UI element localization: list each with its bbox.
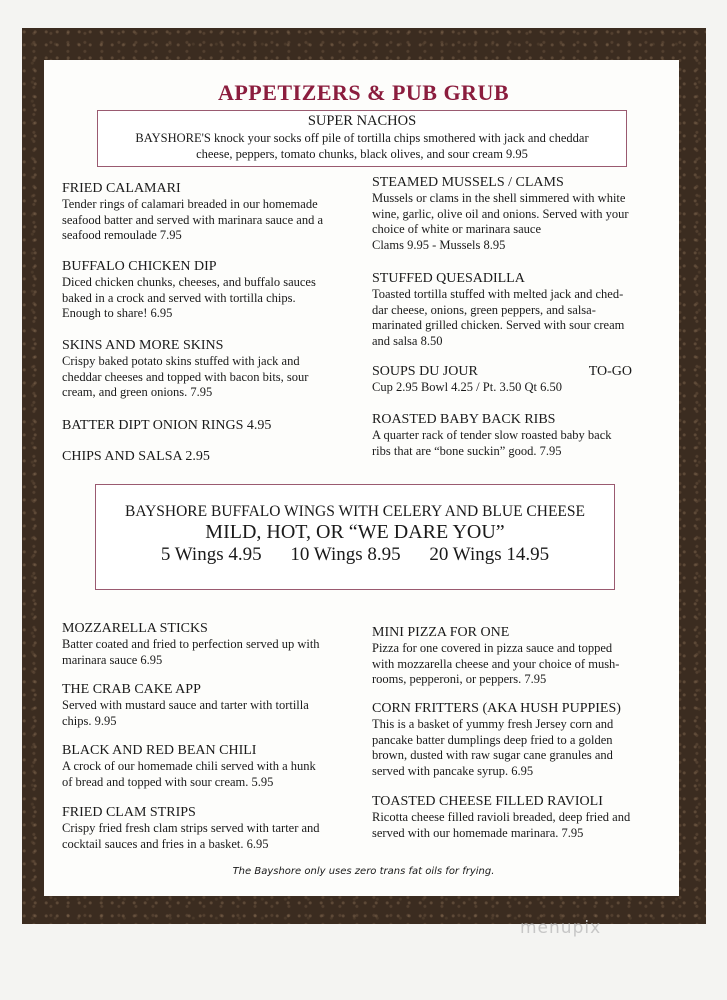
wings-price-10: 10 Wings 8.95: [290, 544, 401, 565]
menu-item-chips-salsa: [62, 448, 348, 465]
menu-item-bean-chili: [62, 742, 348, 790]
trans-fat-note: The Bayshore only uses zero trans fat oils for frying.: [232, 866, 495, 877]
menu-item-steamed-mussels: [372, 174, 658, 253]
menu-item-corn-fritters: [372, 700, 658, 779]
item-name: SOUPS DU JOUR: [372, 364, 478, 379]
menu-item-baby-back-ribs: [372, 411, 658, 459]
item-desc-line: choice of white or marinara sauce: [372, 222, 542, 236]
item-desc-line: and salsa 8.50: [372, 333, 443, 348]
menu-item-onion-rings: [62, 417, 348, 434]
menu-item-fried-clam-strips: [62, 804, 348, 852]
item-desc-line: seafood batter and served with marinara sauce and a: [62, 212, 323, 227]
item-name: FRIED CALAMARI: [62, 181, 181, 196]
item-name: THE CRAB CAKE APP: [62, 682, 201, 697]
item-desc-line: cream, and green onions. 7.95: [62, 385, 213, 399]
item-desc-line: This is a basket of yummy fresh Jersey corn and: [372, 717, 614, 731]
item-desc-line: Pizza for one covered in pizza sauce and topped: [372, 641, 613, 655]
item-name: ROASTED BABY BACK RIBS: [372, 412, 556, 427]
super-nachos-desc-line1: knock your socks off pile of tortilla chips smothered with jack and cheddar: [213, 131, 589, 145]
item-name: STEAMED MUSSELS / CLAMS: [372, 175, 564, 190]
buffalo-wings-box: [95, 484, 615, 590]
wings-price-5: 5 Wings 4.95: [160, 544, 262, 565]
item-desc-line: served with our homemade marinara. 7.95: [372, 825, 584, 840]
item-desc-line: Tender rings of calamari breaded in our homemade: [62, 197, 318, 211]
item-desc-line: cocktail sauces and fries in a basket. 6.95: [62, 836, 269, 851]
super-nachos-box: [97, 110, 627, 167]
menu-item-fried-calamari: [62, 180, 348, 244]
item-desc-line: wine, garlic, olive oil and onions. Served with your: [372, 206, 629, 221]
item-name: BLACK AND RED BEAN CHILI: [62, 743, 257, 758]
item-name: BUFFALO CHICKEN DIP: [62, 259, 217, 274]
menu-item-mini-pizza: [372, 624, 658, 688]
item-desc-line: served with pancake syrup. 6.95: [372, 763, 534, 778]
item-desc-line: A quarter rack of tender slow roasted baby back: [372, 428, 612, 442]
item-desc-line: Mussels or clams in the shell simmered with white: [372, 191, 626, 205]
super-nachos-desc-line2: cheese, peppers, tomato chunks, black olives, and sour cream 9.95: [196, 147, 528, 161]
soups-togo-label: TO-GO: [588, 364, 632, 379]
item-desc-line: Batter coated and fried to perfection served up with: [62, 637, 320, 651]
menu-title: APPETIZERS & PUB GRUB: [217, 80, 510, 105]
wings-heat-options: MILD, HOT, OR “WE DARE YOU”: [205, 521, 505, 543]
menupix-watermark: menupix: [520, 918, 602, 938]
item-name: MINI PIZZA FOR ONE: [372, 625, 510, 640]
item-name: STUFFED QUESADILLA: [372, 271, 525, 286]
item-desc-line: marinara sauce 6.95: [62, 652, 163, 667]
item-desc-line: A crock of our homemade chili served with a hunk: [62, 759, 316, 773]
menu-item-buffalo-chicken-dip: [62, 258, 348, 322]
item-desc-line: baked in a crock and served with tortilla chips.: [62, 290, 296, 305]
item-desc-line: dar cheese, onions, green peppers, and salsa-: [372, 302, 596, 317]
item-desc-line: marinated grilled chicken. Served with sour cream: [372, 318, 625, 332]
item-desc-line: Enough to share! 6.95: [62, 306, 173, 320]
super-nachos-brand: BAYSHORE'S: [135, 131, 211, 145]
item-desc-line: seafood remoulade 7.95: [62, 228, 182, 242]
item-desc-line: Crispy baked potato skins stuffed with jack and: [62, 354, 300, 368]
item-name: TOASTED CHEESE FILLED RAVIOLI: [372, 794, 603, 809]
item-desc-line: of bread and topped with sour cream. 5.95: [62, 774, 274, 789]
item-name: SKINS AND MORE SKINS: [62, 338, 224, 353]
item-name: CORN FRITTERS (AKA HUSH PUPPIES): [372, 701, 621, 716]
item-desc-line: brown, dusted with raw sugar cane granules and: [372, 748, 613, 762]
wings-prices: [96, 543, 614, 567]
item-desc-line: cheddar cheeses and topped with bacon bits, sour: [62, 369, 309, 384]
menu-item-soups: [372, 363, 652, 396]
super-nachos-name: SUPER NACHOS: [307, 113, 417, 129]
super-nachos-desc: [98, 130, 626, 162]
item-desc-line: ribs that are “bone suckin” good. 7.95: [372, 443, 562, 458]
menu-item-ravioli: [372, 793, 658, 841]
menu-item-skins: [62, 337, 348, 401]
item-name: MOZZARELLA STICKS: [62, 621, 208, 636]
item-desc-line: rooms, pepperoni, or peppers. 7.95: [372, 672, 547, 686]
item-desc-line: Clams 9.95 - Mussels 8.95: [372, 237, 506, 252]
item-desc-line: Diced chicken chunks, cheeses, and buffalo sauces: [62, 275, 316, 289]
item-desc-line: Toasted tortilla stuffed with melted jack and ched-: [372, 287, 624, 301]
menu-item-mozzarella-sticks: [62, 620, 348, 668]
wings-heading: BAYSHORE BUFFALO WINGS WITH CELERY AND BLUE CHEESE: [124, 503, 585, 520]
item-desc-line: Served with mustard sauce and tarter with tortilla: [62, 698, 309, 712]
item-name: FRIED CLAM STRIPS: [62, 805, 196, 820]
item-desc-line: chips. 9.95: [62, 713, 117, 728]
item-desc-line: pancake batter dumplings deep fried to a golden: [372, 732, 613, 747]
item-desc-line: with mozzarella cheese and your choice of mush-: [372, 656, 620, 671]
item-name: BATTER DIPT ONION RINGS 4.95: [62, 418, 272, 433]
item-desc-line: Ricotta cheese filled ravioli breaded, deep fried and: [372, 810, 631, 824]
item-desc-line: Crispy fried fresh clam strips served with tarter and: [62, 821, 320, 835]
menu-item-crab-cake: [62, 681, 348, 729]
item-name: CHIPS AND SALSA 2.95: [62, 449, 210, 464]
wings-price-20: 20 Wings 14.95: [429, 544, 550, 565]
soups-prices: Cup 2.95 Bowl 4.25 / Pt. 3.50 Qt 6.50: [372, 380, 562, 394]
menu-item-stuffed-quesadilla: [372, 270, 658, 349]
